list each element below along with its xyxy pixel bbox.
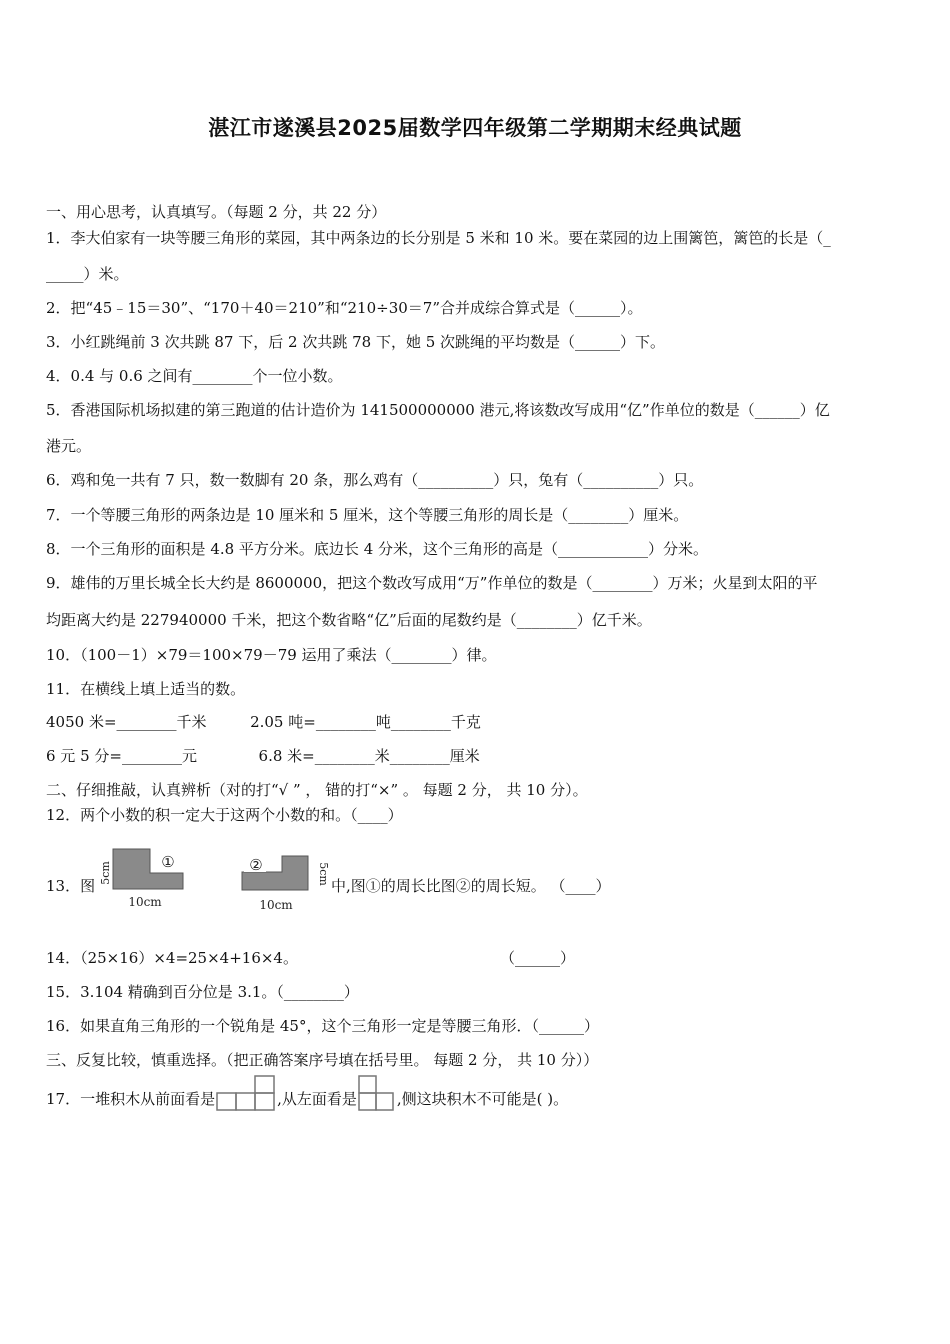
figure-1-label: ① [161,853,175,871]
figure-1 [95,843,190,913]
figure-1-width-label: 10cm [128,895,162,909]
question-11-row-1-a: 4050 米=________千米 [46,713,207,731]
figure-2-label: ② [249,856,263,874]
question-11-row-2-a: 6 元 5 分=________元 [46,747,197,765]
question-13-prefix: 13．图 [46,877,96,895]
question-12: 12．两个小数的积一定大于这两个小数的和。（____） [46,806,403,824]
question-14-text: 14．（25×16）×4=25×4+16×4。 [46,949,298,967]
question-11-row-1-b: 2.05 吨=________吨________千克 [250,713,481,731]
figure-2-width-label: 10cm [259,898,293,912]
question-11-row-2 [46,746,910,766]
section3-heading: 三、反复比较，慎重选择。（把正确答案序号填在括号里。 每题 2 分， 共 10 分）） [46,1051,599,1069]
figure-2 [236,850,331,918]
question-5-line-1: 5．香港国际机场拟建的第三跑道的估计造价为 141500000000 港元,将该数改写成用“亿”作单位的数是（______）亿 [46,401,830,419]
question-13-suffix: 中,图①的周长比图②的周长短。 （____） [331,877,611,895]
question-17-part-c: ,侧这块积木不可能是( )。 [396,1090,569,1108]
question-17 [46,1088,910,1112]
question-9-line-2: 均距离大约是 227940000 千米，把这个数省略“亿”后面的尾数约是（________）亿千米。 [46,611,652,629]
question-1-line-2: _____）米。 [46,265,129,283]
question-10: 10．（100－1）×79＝100×79－79 运用了乘法（________）律。 [46,646,497,664]
page-title: 湛江市遂溪县2025届数学四年级第二学期期末经典试题 [208,116,742,140]
figure-2-height-label: 5cm [317,862,330,886]
question-6: 6．鸡和兔一共有 7 只，数一数脚有 20 条，那么鸡有（__________）只，兔有（__________）只。 [46,471,704,489]
question-16: 16．如果直角三角形的一个锐角是 45°，这个三角形一定是等腰三角形．（______） [46,1017,599,1035]
question-4: 4．0.4 与 0.6 之间有________个一位小数。 [46,367,343,385]
question-15: 15．3.104 精确到百分位是 3.1。（________） [46,983,359,1001]
front-view-figure [215,1074,277,1112]
figure-1-height-label: 5cm [99,861,112,885]
question-8: 8．一个三角形的面积是 4.8 平方分米。底边长 4 分米，这个三角形的高是（____________）分米。 [46,540,709,558]
question-11-row-1 [46,712,910,732]
question-11: 11．在横线上填上适当的数。 [46,680,246,698]
question-9-line-1: 9．雄伟的万里长城全长大约是 8600000，把这个数改写成用“万”作单位的数是（________）万米；火星到太阳的平 [46,574,818,592]
left-view-figure [357,1074,397,1112]
question-17-part-b: ,从左面看是 [277,1090,357,1108]
question-2: 2．把“45﹣15＝30”、“170＋40＝210”和“210÷30＝7”合并成综合算式是（______）。 [46,299,643,317]
question-7: 7．一个等腰三角形的两条边是 10 厘米和 5 厘米，这个等腰三角形的周长是（________）厘米。 [46,506,689,524]
section2-heading: 二、仔细推敲，认真辨析（对的打“√ ” ， 错的打“×” 。 每题 2 分， 共 10 分）。 [46,781,588,799]
question-3: 3．小红跳绳前 3 次共跳 87 下，后 2 次共跳 78 下，她 5 次跳绳的平均数是（______）下。 [46,333,666,351]
question-14-answer: （______） [500,949,576,967]
section1-heading: 一、用心思考，认真填写。（每题 2 分，共 22 分） [46,203,387,221]
question-5-line-2: 港元。 [46,437,92,455]
question-17-part-a: 17．一堆积木从前面看是 [46,1090,216,1108]
question-11-row-2-b: 6.8 米=________米________厘米 [258,747,480,765]
question-1-line-1: 1．李大伯家有一块等腰三角形的菜园，其中两条边的长分别是 5 米和 10 米。要在菜园的边上围篱笆，篱笆的长是（_ [46,229,831,247]
